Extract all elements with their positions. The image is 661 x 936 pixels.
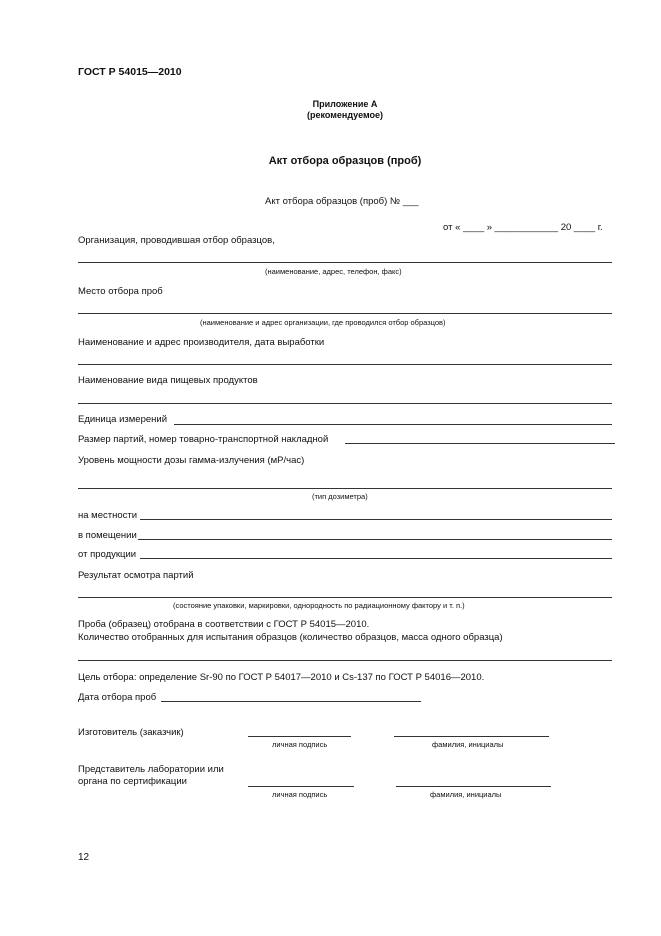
unit-line [174,424,612,425]
dose-caption: (тип дозиметра) [312,492,368,501]
place-line [78,313,612,314]
quantity-label: Количество отобранных для испытания образцов (количество образцов, масса одного образца) [78,632,503,643]
from-product-line [140,558,612,559]
producer-line [78,364,612,365]
manufacturer-sign-line [248,736,351,737]
manufacturer-sign-caption: личная подпись [272,740,328,749]
manufacturer-label: Изготовитель (заказчик) [78,727,184,738]
quantity-line [78,660,612,661]
dose-line [78,488,612,489]
inspection-caption: (состояние упаковки, маркировки, однородность по радиационному фактору и т. п.) [173,601,465,610]
place-caption: (наименование и адрес организации, где проводился отбор образцов) [200,318,446,327]
sampling-date-label: Дата отбора проб [78,692,157,703]
product-type-line [78,403,612,404]
representative-sign-caption: личная подпись [272,790,328,799]
product-type-label: Наименование вида пищевых продуктов [78,375,258,386]
representative-label-1: Представитель лаборатории или [78,764,224,775]
act-date: от « ____ » ____________ 20 ____ г. [443,222,603,233]
place-label: Место отбора проб [78,286,163,297]
inspection-label: Результат осмотра партий [78,570,194,581]
page-number: 12 [78,852,90,863]
document-header: ГОСТ Р 54015—2010 [78,66,182,78]
inspection-line [78,597,612,598]
org-line [78,262,612,263]
org-label: Организация, проводившая отбор образцов, [78,235,275,246]
indoor-line [138,539,612,540]
producer-label: Наименование и адрес производителя, дата выработки [78,337,325,348]
purpose-text: Цель отбора: определение Sr-90 по ГОСТ Р 54017—2010 и Cs-137 по ГОСТ Р 54016—2010. [78,672,485,683]
from-product-label: от продукции [78,549,137,560]
annex-title: Приложение А [312,99,378,109]
manufacturer-name-line [394,736,549,737]
representative-name-line [396,786,551,787]
org-caption: (наименование, адрес, телефон, факс) [265,267,402,276]
dose-label: Уровень мощности дозы гамма-излучения (мР/час) [78,455,305,466]
representative-name-caption: фамилия, инициалы [430,790,502,799]
annex-note: (рекомендуемое) [307,110,383,120]
indoor-label: в помещении [78,530,137,541]
terrain-label: на местности [78,510,138,521]
document-title: Акт отбора образцов (проб) [268,155,422,167]
sampling-date-line [161,701,421,702]
act-number: Акт отбора образцов (проб) № ___ [265,196,419,207]
sample-note: Проба (образец) отобрана в соответствии с ГОСТ Р 54015—2010. [78,619,370,630]
terrain-line [140,519,612,520]
representative-label-2: органа по сертификации [78,776,187,787]
unit-label: Единица измерений [78,414,168,425]
batch-line [345,443,615,444]
manufacturer-name-caption: фамилия, инициалы [432,740,504,749]
representative-sign-line [248,786,354,787]
batch-label: Размер партий, номер товарно-транспортной накладной [78,434,329,445]
